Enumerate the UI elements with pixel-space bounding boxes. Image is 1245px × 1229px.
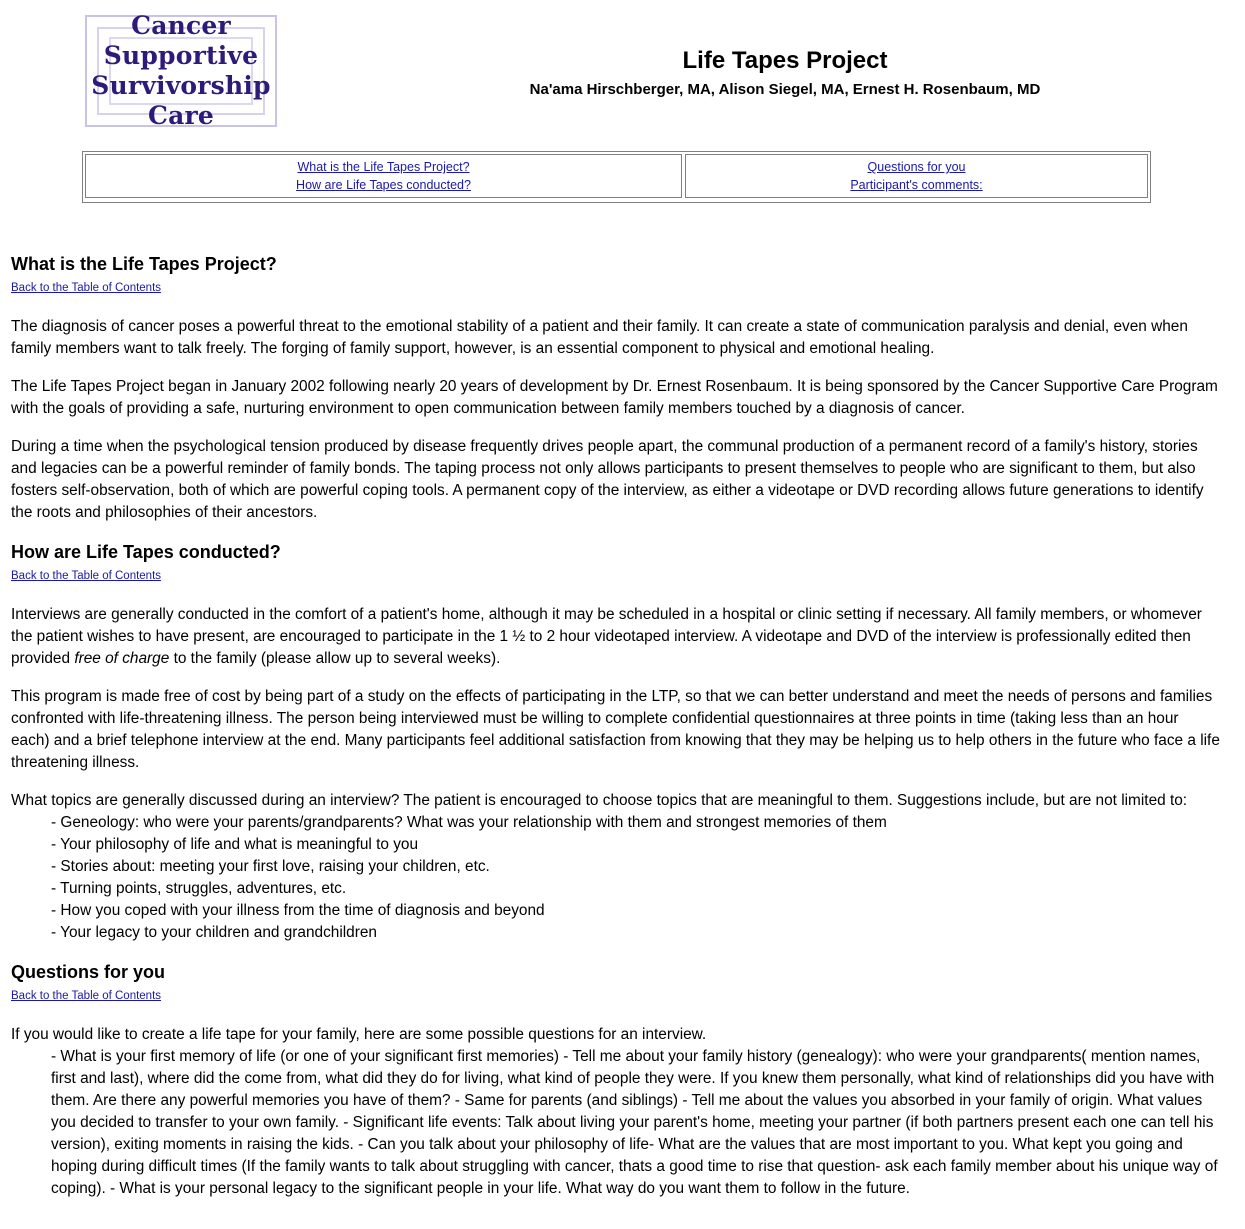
paragraph: The diagnosis of cancer poses a powerful threat to the emotional stability of a patient and their family. It can create a state of communication paralysis and denial, even when family members want to talk freely. The forging of family support, however, is an essential component to physical and emotional healing. [11, 318, 1188, 357]
list-item: - Your legacy to your children and grandchildren [51, 924, 377, 941]
back-to-toc-link[interactable]: Back to the Table of Contents [11, 570, 162, 582]
topics-list [11, 812, 1221, 944]
table-of-contents [82, 151, 1151, 203]
section-heading-how: How are Life Tapes conducted? [11, 542, 281, 562]
toc-link-comments[interactable]: Participant's comments: [850, 178, 983, 192]
back-to-toc-link[interactable]: Back to the Table of Contents [11, 282, 162, 294]
logo-line: Survivorship [91, 71, 271, 100]
authors: Na'ama Hirschberger, MA, Alison Siegel, MA, Ernest H. Rosenbaum, MD [529, 81, 1041, 98]
paragraph: During a time when the psychological tension produced by disease frequently drives people apart, the communal production of a permanent record of a family's history, stories and legacies can be a powerful reminder of family bonds. The taping process not only allows participants to present themselves to people who are significant to them, but also fosters self-observation, both of which are powerful coping tools. A permanent copy of the interview, as either a videotape or DVD recording allows future generations to identify the roots and philosophies of their ancestors. [11, 438, 1204, 521]
logo-line: Supportive [103, 41, 259, 70]
toc-cell-right [685, 154, 1148, 198]
logo-line: Cancer [131, 11, 231, 40]
logo-text [87, 11, 275, 130]
list-item: - Your philosophy of life and what is meaningful to you [51, 836, 419, 853]
paragraph: The Life Tapes Project began in January 2002 following nearly 20 years of development by Dr. Ernest Rosenbaum. It is being sponsored by the Cancer Supportive Care Program with the goals of providing a safe, nurturing environment to open communication between family members touched by a diagnosis of cancer. [11, 378, 1218, 417]
toc-link-how[interactable]: How are Life Tapes conducted? [296, 178, 471, 192]
paragraph: Interviews are generally conducted in the comfort of a patient's home, although it may be scheduled in a hospital or clinic setting if necessary. All family members, or whomever the patient wishes to have present, are encouraged to participate in the 1 ½ to 2 hour videotaped interview. A videotape and DVD of the interview is professionally edited then provided free of charge to the family (please allow up to several weeks). [11, 606, 1202, 667]
logo [85, 11, 277, 130]
toc-link-questions[interactable]: Questions for you [867, 160, 966, 174]
back-to-toc-link[interactable]: Back to the Table of Contents [11, 990, 162, 1002]
page-title: Life Tapes Project [682, 47, 888, 74]
title-block [460, 44, 1110, 102]
section-heading-what: What is the Life Tapes Project? [11, 254, 277, 274]
paragraph: What topics are generally discussed during an interview? The patient is encouraged to choose topics that are meaningful to them. Suggestions include, but are not limited to: [11, 792, 1188, 809]
section-heading-questions: Questions for you [11, 962, 166, 982]
questions-list: - What is your first memory of life (or one of your significant first memories) - Tell me about your family history (genealogy): who were your grandparents( mention names, first and last), where did the come from, what did they do for living, what kind of people they were. If you knew them personally, what kind of relationships did you have with them. Are there any powerful memories you have of them? - Same for parents (and siblings) - Tell me about the values you absorbed in your family of origin. What values you decided to transfer to your own family. - Significant life events: Talk about living your parent's home, meeting your partner (if both partners present each one can tell his version), exiting moments in raising the kids. - Can you talk about your philosophy of life- What are the values that are most important to you. What kept you going and hoping during difficult times (If the family wants to talk about struggling with cancer, thats a good time to rise that question- ask each family member about his unique way of coping). - What is your personal legacy to the significant people in your life. What way do you want them to follow in the future. [51, 1048, 1218, 1197]
list-item: - Stories about: meeting your first love, raising your children, etc. [51, 858, 490, 875]
list-item: - How you coped with your illness from the time of diagnosis and beyond [51, 902, 545, 919]
toc-link-what[interactable]: What is the Life Tapes Project? [297, 160, 470, 174]
paragraph: This program is made free of cost by being part of a study on the effects of participating in the LTP, so that we can better understand and meet the needs of persons and families confronted with life-threatening illness. The person being interviewed must be willing to complete confidential questionnaires at three points in time (taking less than an hour each) and a brief telephone interview at the end. Many participants feel additional satisfaction from knowing that they may be helping us to help others in the future who face a life threatening illness. [11, 688, 1220, 771]
toc-cell-left [85, 154, 682, 198]
main-content [11, 252, 1221, 1200]
emphasis: free of charge [74, 650, 170, 667]
logo-line: Care [148, 101, 214, 130]
paragraph: If you would like to create a life tape for your family, here are some possible questions for an interview. [11, 1026, 707, 1043]
list-item: - Geneology: who were your parents/grandparents? What was your relationship with them and strongest memories of them [51, 814, 887, 831]
list-item: - Turning points, struggles, adventures, etc. [51, 880, 347, 897]
